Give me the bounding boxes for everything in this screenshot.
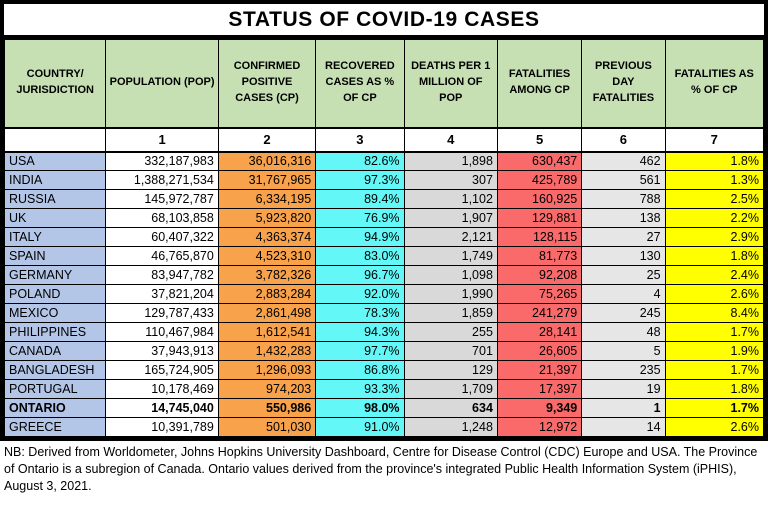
column-header-country-jurisdiction: COUNTRY/ JURISDICTION: [5, 40, 106, 128]
cell-poland-2: 2,883,284: [218, 285, 315, 304]
cell-greece-5: 12,972: [497, 418, 581, 437]
cell-greece-2: 501,030: [218, 418, 315, 437]
cell-ontario-4: 634: [404, 399, 497, 418]
cell-uk-6: 138: [582, 209, 665, 228]
cell-bangladesh-4: 129: [404, 361, 497, 380]
cell-russia-6: 788: [582, 190, 665, 209]
cell-uk-5: 129,881: [497, 209, 581, 228]
cell-usa-6: 462: [582, 152, 665, 171]
table-row-uk: [5, 209, 764, 228]
table-row-bangladesh: [5, 361, 764, 380]
cell-russia-5: 160,925: [497, 190, 581, 209]
column-number-1: 1: [106, 128, 218, 152]
table-row-greece: [5, 418, 764, 437]
cell-germany-2: 3,782,326: [218, 266, 315, 285]
cell-philippines-4: 255: [404, 323, 497, 342]
cell-greece-0: GREECE: [5, 418, 106, 437]
cell-portugal-2: 974,203: [218, 380, 315, 399]
table-row-india: [5, 171, 764, 190]
cell-philippines-7: 1.7%: [665, 323, 763, 342]
covid-table: [4, 39, 764, 437]
cell-portugal-0: PORTUGAL: [5, 380, 106, 399]
table-row-poland: [5, 285, 764, 304]
cell-india-6: 561: [582, 171, 665, 190]
cell-russia-4: 1,102: [404, 190, 497, 209]
cell-bangladesh-2: 1,296,093: [218, 361, 315, 380]
cell-ontario-6: 1: [582, 399, 665, 418]
table-row-mexico: [5, 304, 764, 323]
column-header-population-pop: POPULATION (POP): [106, 40, 218, 128]
cell-ontario-5: 9,349: [497, 399, 581, 418]
cell-ontario-2: 550,986: [218, 399, 315, 418]
cell-poland-6: 4: [582, 285, 665, 304]
cell-india-2: 31,767,965: [218, 171, 315, 190]
cell-canada-4: 701: [404, 342, 497, 361]
cell-india-3: 97.3%: [316, 171, 404, 190]
cell-russia-1: 145,972,787: [106, 190, 218, 209]
column-header-fatalities-as-of-cp: FATALITIES AS % OF CP: [665, 40, 763, 128]
cell-italy-1: 60,407,322: [106, 228, 218, 247]
cell-greece-1: 10,391,789: [106, 418, 218, 437]
cell-mexico-2: 2,861,498: [218, 304, 315, 323]
cell-philippines-0: PHILIPPINES: [5, 323, 106, 342]
cell-spain-5: 81,773: [497, 247, 581, 266]
cell-poland-4: 1,990: [404, 285, 497, 304]
cell-greece-6: 14: [582, 418, 665, 437]
cell-uk-4: 1,907: [404, 209, 497, 228]
cell-spain-7: 1.8%: [665, 247, 763, 266]
cell-spain-6: 130: [582, 247, 665, 266]
cell-portugal-4: 1,709: [404, 380, 497, 399]
cell-spain-3: 83.0%: [316, 247, 404, 266]
cell-ontario-0: ONTARIO: [5, 399, 106, 418]
cell-greece-3: 91.0%: [316, 418, 404, 437]
table-row-italy: [5, 228, 764, 247]
cell-canada-6: 5: [582, 342, 665, 361]
cell-canada-0: CANADA: [5, 342, 106, 361]
cell-italy-3: 94.9%: [316, 228, 404, 247]
table-body: [5, 152, 764, 437]
cell-germany-4: 1,098: [404, 266, 497, 285]
cell-germany-3: 96.7%: [316, 266, 404, 285]
cell-canada-5: 26,605: [497, 342, 581, 361]
cell-spain-2: 4,523,310: [218, 247, 315, 266]
cell-germany-5: 92,208: [497, 266, 581, 285]
column-header-deaths-per-1-million-of-pop: DEATHS PER 1 MILLION OF POP: [404, 40, 497, 128]
cell-portugal-5: 17,397: [497, 380, 581, 399]
table-row-ontario: [5, 399, 764, 418]
cell-philippines-2: 1,612,541: [218, 323, 315, 342]
table-row-usa: [5, 152, 764, 171]
cell-italy-5: 128,115: [497, 228, 581, 247]
cell-uk-3: 76.9%: [316, 209, 404, 228]
cell-portugal-7: 1.8%: [665, 380, 763, 399]
page-title: STATUS OF COVID-19 CASES: [228, 8, 540, 31]
table-row-russia: [5, 190, 764, 209]
table-row-philippines: [5, 323, 764, 342]
cell-ontario-7: 1.7%: [665, 399, 763, 418]
cell-usa-3: 82.6%: [316, 152, 404, 171]
column-number-5: 5: [497, 128, 581, 152]
column-number-4: 4: [404, 128, 497, 152]
cell-bangladesh-0: BANGLADESH: [5, 361, 106, 380]
cell-india-0: INDIA: [5, 171, 106, 190]
column-number-2: 2: [218, 128, 315, 152]
cell-poland-1: 37,821,204: [106, 285, 218, 304]
table-row-canada: [5, 342, 764, 361]
cell-spain-1: 46,765,870: [106, 247, 218, 266]
cell-bangladesh-1: 165,724,905: [106, 361, 218, 380]
cell-portugal-6: 19: [582, 380, 665, 399]
cell-uk-2: 5,923,820: [218, 209, 315, 228]
cell-usa-1: 332,187,983: [106, 152, 218, 171]
cell-philippines-5: 28,141: [497, 323, 581, 342]
cell-india-5: 425,789: [497, 171, 581, 190]
cell-philippines-3: 94.3%: [316, 323, 404, 342]
cell-bangladesh-5: 21,397: [497, 361, 581, 380]
cell-usa-4: 1,898: [404, 152, 497, 171]
cell-italy-6: 27: [582, 228, 665, 247]
column-number-row: [5, 128, 764, 152]
cell-germany-0: GERMANY: [5, 266, 106, 285]
cell-canada-3: 97.7%: [316, 342, 404, 361]
title-bar: [4, 4, 764, 39]
cell-usa-0: USA: [5, 152, 106, 171]
cell-canada-7: 1.9%: [665, 342, 763, 361]
cell-india-7: 1.3%: [665, 171, 763, 190]
cell-india-4: 307: [404, 171, 497, 190]
footnote: NB: Derived from Worldometer, Johns Hopkins University Dashboard, Centre for Disease Control (CDC) Europe and USA. The Province of Ontario is a subregion of Canada. Ontario values derived from the province's integrated Public Health Information System (iPHIS), August 3, 2021.: [0, 441, 768, 495]
cell-ontario-3: 98.0%: [316, 399, 404, 418]
cell-mexico-5: 241,279: [497, 304, 581, 323]
column-header-confirmed-positive-cases-cp: CONFIRMED POSITIVE CASES (CP): [218, 40, 315, 128]
cell-germany-6: 25: [582, 266, 665, 285]
cell-bangladesh-7: 1.7%: [665, 361, 763, 380]
table-row-portugal: [5, 380, 764, 399]
cell-germany-1: 83,947,782: [106, 266, 218, 285]
column-header-fatalities-among-cp: FATALITIES AMONG CP: [497, 40, 581, 128]
column-header-previous-day-fatalities: PREVIOUS DAY FATALITIES: [582, 40, 665, 128]
cell-italy-0: ITALY: [5, 228, 106, 247]
cell-mexico-1: 129,787,433: [106, 304, 218, 323]
cell-italy-2: 4,363,374: [218, 228, 315, 247]
cell-philippines-1: 110,467,984: [106, 323, 218, 342]
cell-spain-0: SPAIN: [5, 247, 106, 266]
cell-ontario-1: 14,745,040: [106, 399, 218, 418]
cell-greece-7: 2.6%: [665, 418, 763, 437]
cell-poland-7: 2.6%: [665, 285, 763, 304]
cell-poland-5: 75,265: [497, 285, 581, 304]
cell-uk-7: 2.2%: [665, 209, 763, 228]
column-header-row: [5, 40, 764, 128]
cell-italy-4: 2,121: [404, 228, 497, 247]
column-number-6: 6: [582, 128, 665, 152]
cell-bangladesh-6: 235: [582, 361, 665, 380]
table-row-spain: [5, 247, 764, 266]
cell-mexico-3: 78.3%: [316, 304, 404, 323]
cell-mexico-6: 245: [582, 304, 665, 323]
cell-germany-7: 2.4%: [665, 266, 763, 285]
cell-india-1: 1,388,271,534: [106, 171, 218, 190]
cell-uk-0: UK: [5, 209, 106, 228]
cell-canada-2: 1,432,283: [218, 342, 315, 361]
column-number-7: 7: [665, 128, 763, 152]
cell-mexico-4: 1,859: [404, 304, 497, 323]
cell-poland-3: 92.0%: [316, 285, 404, 304]
column-number-blank: [5, 128, 106, 152]
cell-russia-0: RUSSIA: [5, 190, 106, 209]
cell-usa-7: 1.8%: [665, 152, 763, 171]
cell-canada-1: 37,943,913: [106, 342, 218, 361]
cell-mexico-7: 8.4%: [665, 304, 763, 323]
table-row-germany: [5, 266, 764, 285]
cell-portugal-1: 10,178,469: [106, 380, 218, 399]
cell-philippines-6: 48: [582, 323, 665, 342]
cell-russia-7: 2.5%: [665, 190, 763, 209]
cell-bangladesh-3: 86.8%: [316, 361, 404, 380]
cell-mexico-0: MEXICO: [5, 304, 106, 323]
cell-uk-1: 68,103,858: [106, 209, 218, 228]
cell-greece-4: 1,248: [404, 418, 497, 437]
cell-italy-7: 2.9%: [665, 228, 763, 247]
column-number-3: 3: [316, 128, 404, 152]
cell-spain-4: 1,749: [404, 247, 497, 266]
cell-russia-3: 89.4%: [316, 190, 404, 209]
cell-usa-2: 36,016,316: [218, 152, 315, 171]
cell-poland-0: POLAND: [5, 285, 106, 304]
cell-russia-2: 6,334,195: [218, 190, 315, 209]
column-header-recovered-cases-as-of-cp: RECOVERED CASES AS % OF CP: [316, 40, 404, 128]
cell-usa-5: 630,437: [497, 152, 581, 171]
cell-portugal-3: 93.3%: [316, 380, 404, 399]
